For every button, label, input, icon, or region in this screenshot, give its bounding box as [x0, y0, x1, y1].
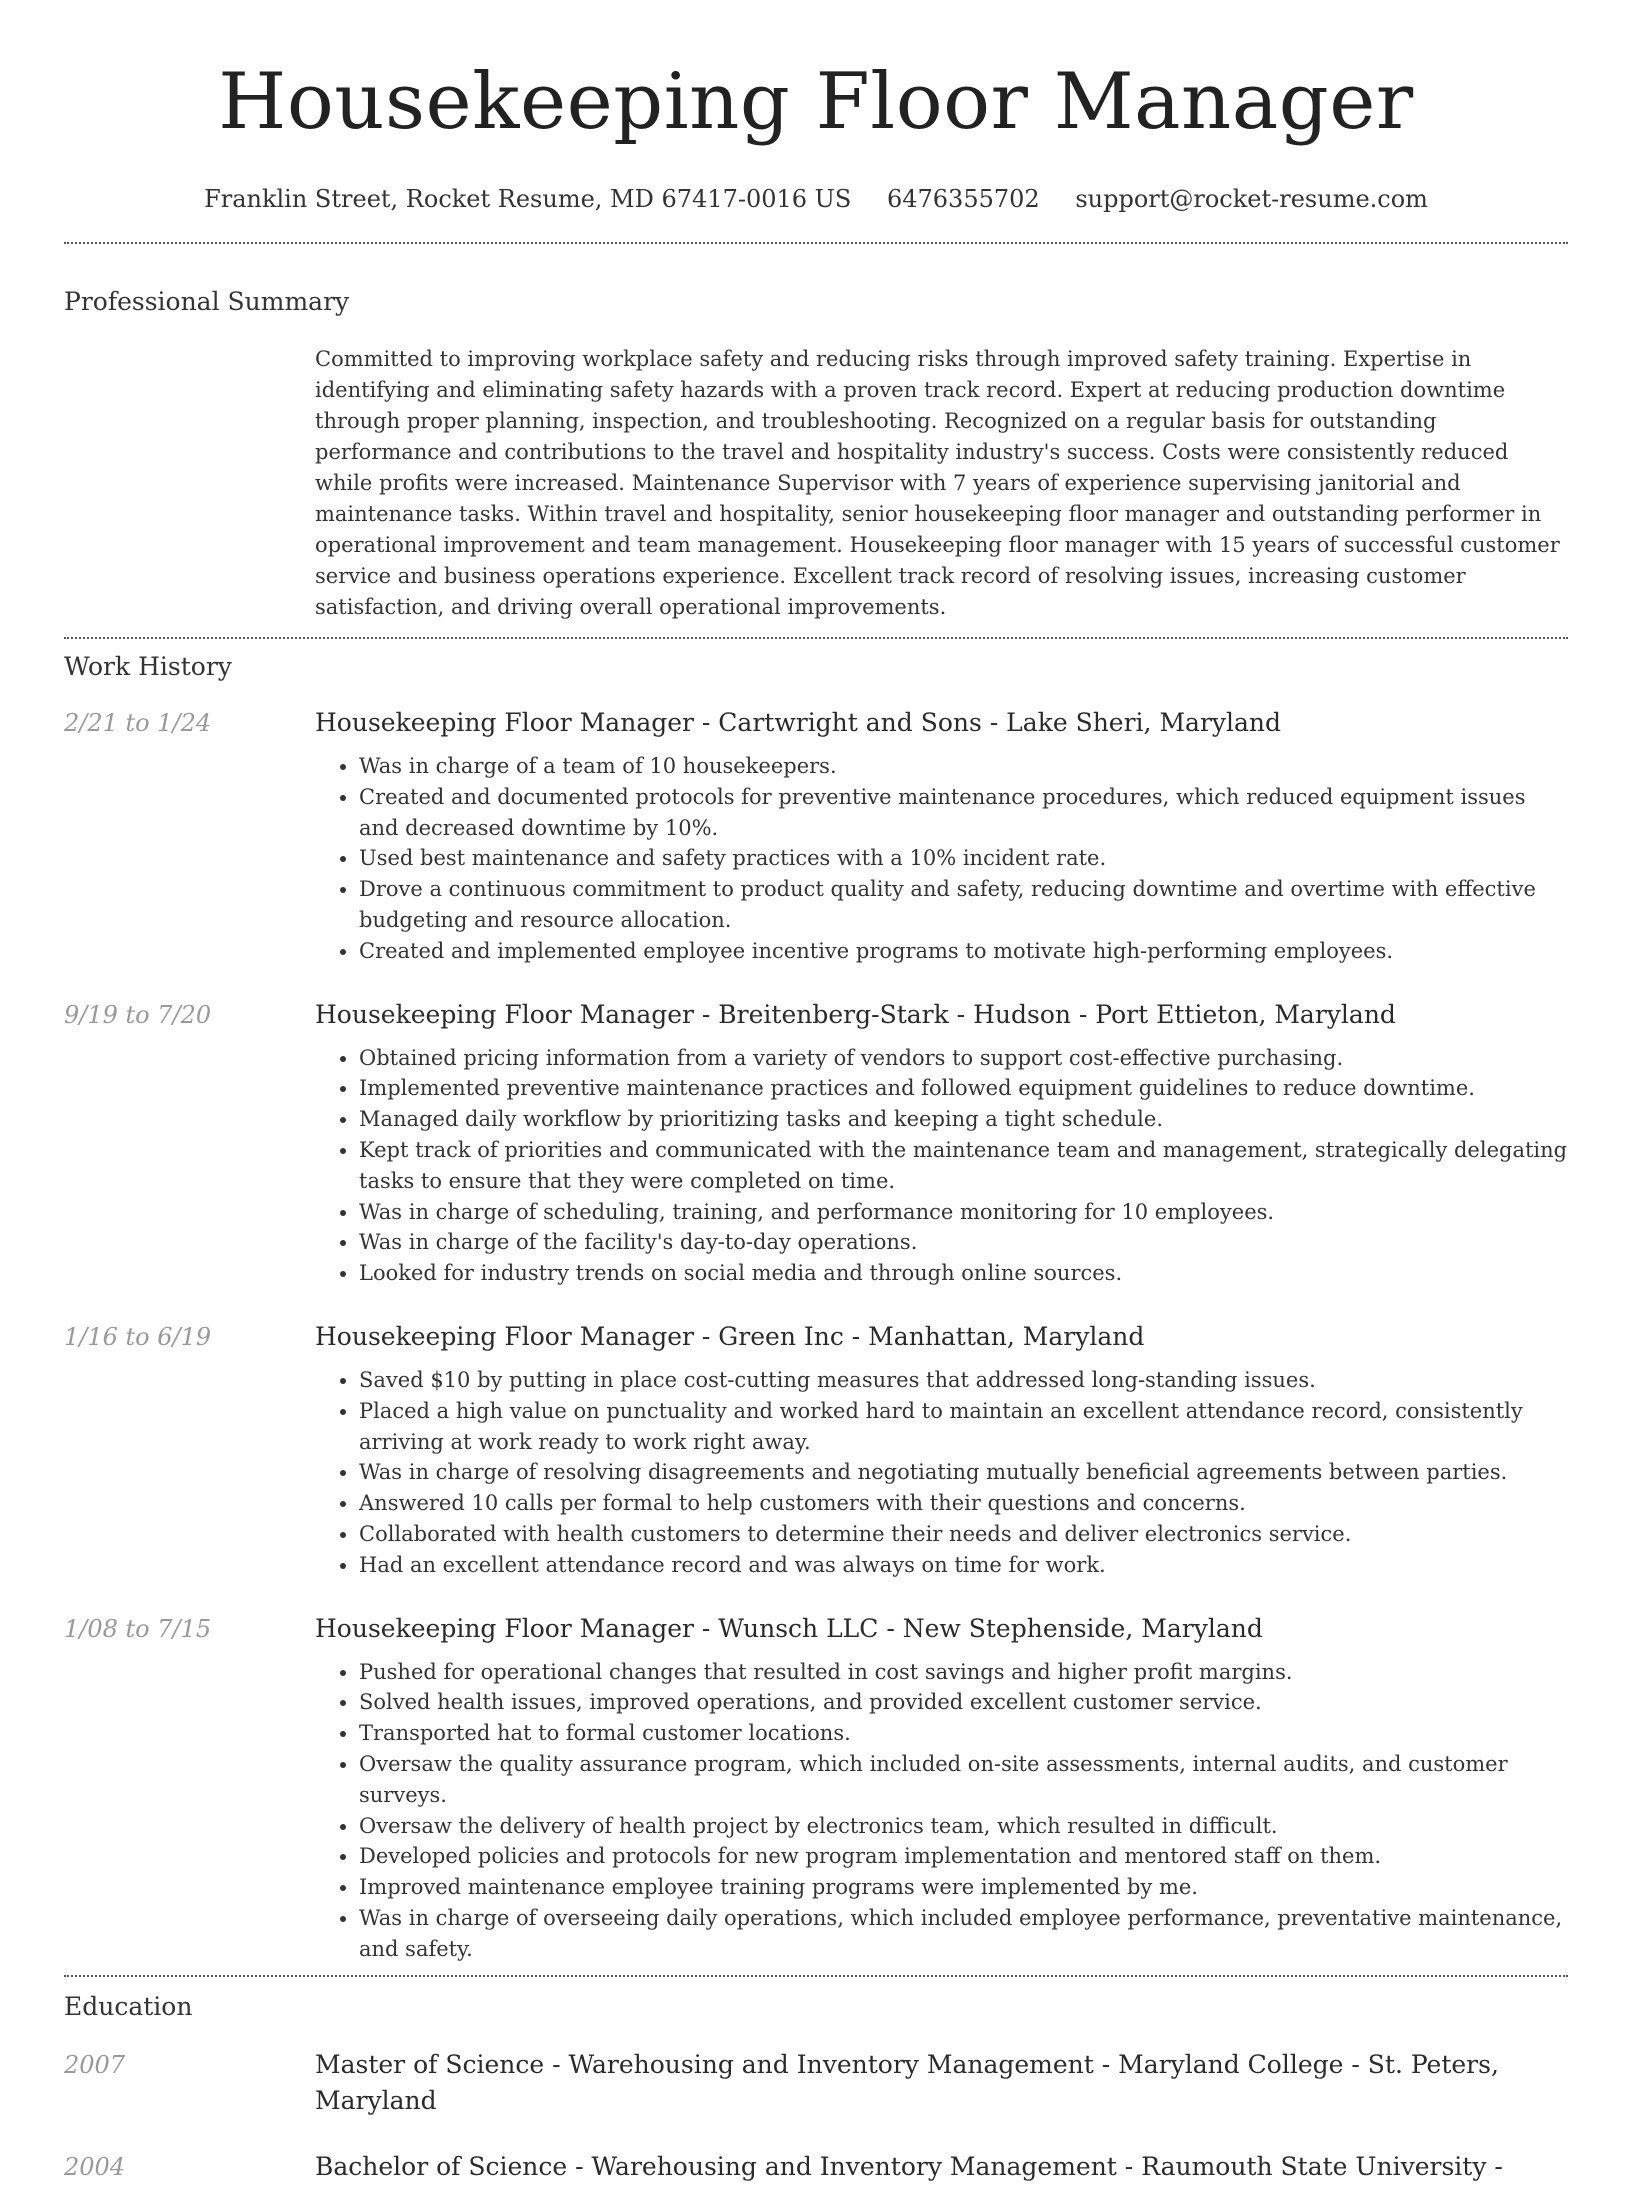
- job-body: [315, 705, 1568, 967]
- job-bullets: [315, 1365, 1568, 1581]
- job-date: 1/16 to 6/19: [64, 1322, 212, 1351]
- contact-phone: 6476355702: [886, 185, 1040, 213]
- job-bullet: • Used best maintenance and safety practices with a 10% incident rate.: [359, 843, 1568, 874]
- job-bullet: • Placed a high value on punctuality and worked hard to maintain an excellent attendance record, consistently arriving at work ready to work right away.: [359, 1396, 1568, 1458]
- job-bullet: • Managed daily workflow by prioritizing tasks and keeping a tight schedule.: [359, 1104, 1568, 1135]
- job-entry: [64, 1319, 1568, 1581]
- job-bullet: • Implemented preventive maintenance practices and followed equipment guidelines to reduce downtime.: [359, 1073, 1568, 1104]
- contact-email: support@rocket-resume.com: [1075, 185, 1428, 213]
- summary-text: Committed to improving workplace safety and reducing risks through improved safety training. Expertise in identifying and eliminating safety hazards with a proven track record. Expert at reducing production downtime through proper planning, inspection, and troubleshooting. Recognized on a regular basis for outstanding performance and contributions to the travel and hospitality industry's success. Costs were consistently reduced while profits were increased. Maintenance Supervisor with 7 years of experience supervising janitorial and maintenance tasks. Within travel and hospitality, senior housekeeping floor manager and outstanding performer in operational improvement and team management. Housekeeping floor manager with 15 years of successful customer service and business operations experience. Excellent track record of resolving issues, increasing customer satisfaction, and driving overall operational improvements.: [315, 347, 1560, 619]
- job-title: Housekeeping Floor Manager - Green Inc - Manhattan, Maryland: [315, 1321, 1145, 1351]
- job-bullet: • Saved $10 by putting in place cost-cutting measures that addressed long-standing issues.: [359, 1365, 1568, 1396]
- job-date: 1/08 to 7/15: [64, 1614, 212, 1643]
- divider: [64, 242, 1568, 244]
- resume-page: [64, 0, 1568, 2185]
- section-title-work-history: Work History: [64, 652, 232, 681]
- job-title: Housekeeping Floor Manager - Cartwright and Sons - Lake Sheri, Maryland: [315, 708, 1282, 737]
- job-bullet: • Was in charge of resolving disagreements and negotiating mutually beneficial agreements between parties.: [359, 1457, 1568, 1488]
- job-date: 9/19 to 7/20: [64, 1000, 212, 1029]
- job-bullet: • Answered 10 calls per formal to help customers with their questions and concerns.: [359, 1488, 1568, 1519]
- job-bullets: [315, 751, 1568, 967]
- job-body: [315, 997, 1568, 1289]
- job-title: Housekeeping Floor Manager - Breitenberg-Stark - Hudson - Port Ettieton, Maryland: [315, 999, 1396, 1029]
- job-body: [315, 1611, 1568, 1965]
- job-bullet: • Looked for industry trends on social media and through online sources.: [359, 1258, 1568, 1289]
- job-bullet: • Was in charge of overseeing daily operations, which included employee performance, preventative maintenance, and safety.: [359, 1903, 1568, 1965]
- resume-name: Housekeeping Floor Manager: [218, 57, 1414, 147]
- job-bullet: • Solved health issues, improved operations, and provided excellent customer service.: [359, 1687, 1568, 1718]
- job-bullet: • Oversaw the delivery of health project by electronics team, which resulted in difficult.: [359, 1811, 1568, 1842]
- contact-line: [64, 182, 1568, 216]
- job-bullet: • Developed policies and protocols for new program implementation and mentored staff on them.: [359, 1841, 1568, 1872]
- section-title-summary: Professional Summary: [64, 287, 350, 316]
- job-entry: [64, 705, 1568, 967]
- job-bullets: [315, 1657, 1568, 1965]
- section-title-education: Education: [64, 1991, 193, 2021]
- job-bullet: • Created and documented protocols for preventive maintenance procedures, which reduced equipment issues and decreased downtime by 10%.: [359, 782, 1568, 844]
- job-entry: [64, 1611, 1568, 1965]
- job-bullet: • Drove a continuous commitment to product quality and safety, reducing downtime and overtime with effective budgeting and resource allocation.: [359, 874, 1568, 936]
- job-bullet: • Was in charge of scheduling, training, and performance monitoring for 10 employees.: [359, 1197, 1568, 1228]
- education-entry: [64, 2047, 1568, 2119]
- job-date: 2/21 to 1/24: [64, 709, 212, 737]
- education-year: 2004: [64, 2152, 126, 2181]
- contact-address: Franklin Street, Rocket Resume, MD 67417-0016 US: [204, 185, 852, 213]
- divider: [64, 637, 1568, 639]
- education-text: Bachelor of Science - Warehousing and Inventory Management - Raumouth State University -: [315, 2151, 1503, 2181]
- job-bullet: • Kept track of priorities and communicated with the maintenance team and management, strategically delegating tasks to ensure that they were completed on time.: [359, 1135, 1568, 1197]
- job-body: [315, 1319, 1568, 1581]
- job-bullet: • Was in charge of a team of 10 housekeepers.: [359, 751, 1568, 782]
- job-bullets: [315, 1043, 1568, 1289]
- job-bullet: • Oversaw the quality assurance program, which included on-site assessments, internal audits, and customer surveys.: [359, 1749, 1568, 1811]
- job-bullet: • Created and implemented employee incentive programs to motivate high-performing employees.: [359, 936, 1568, 967]
- job-bullet: • Was in charge of the facility's day-to-day operations.: [359, 1227, 1568, 1258]
- job-entry: [64, 997, 1568, 1289]
- divider: [64, 1975, 1568, 1977]
- job-bullet: • Pushed for operational changes that resulted in cost savings and higher profit margins.: [359, 1657, 1568, 1688]
- education-entry: [64, 2149, 1568, 2185]
- job-bullet: • Had an excellent attendance record and was always on time for work.: [359, 1550, 1568, 1581]
- job-bullet: • Collaborated with health customers to determine their needs and deliver electronics service.: [359, 1519, 1568, 1550]
- education-text: Master of Science - Warehousing and Inventory Management - Maryland College - St. Peters, Maryland: [315, 2049, 1499, 2115]
- job-bullet: • Improved maintenance employee training programs were implemented by me.: [359, 1872, 1568, 1903]
- education-year: 2007: [64, 2050, 126, 2079]
- job-bullet: • Transported hat to formal customer locations.: [359, 1718, 1568, 1749]
- job-bullet: • Obtained pricing information from a variety of vendors to support cost-effective purchasing.: [359, 1043, 1568, 1074]
- job-title: Housekeeping Floor Manager - Wunsch LLC - New Stephenside, Maryland: [315, 1613, 1263, 1643]
